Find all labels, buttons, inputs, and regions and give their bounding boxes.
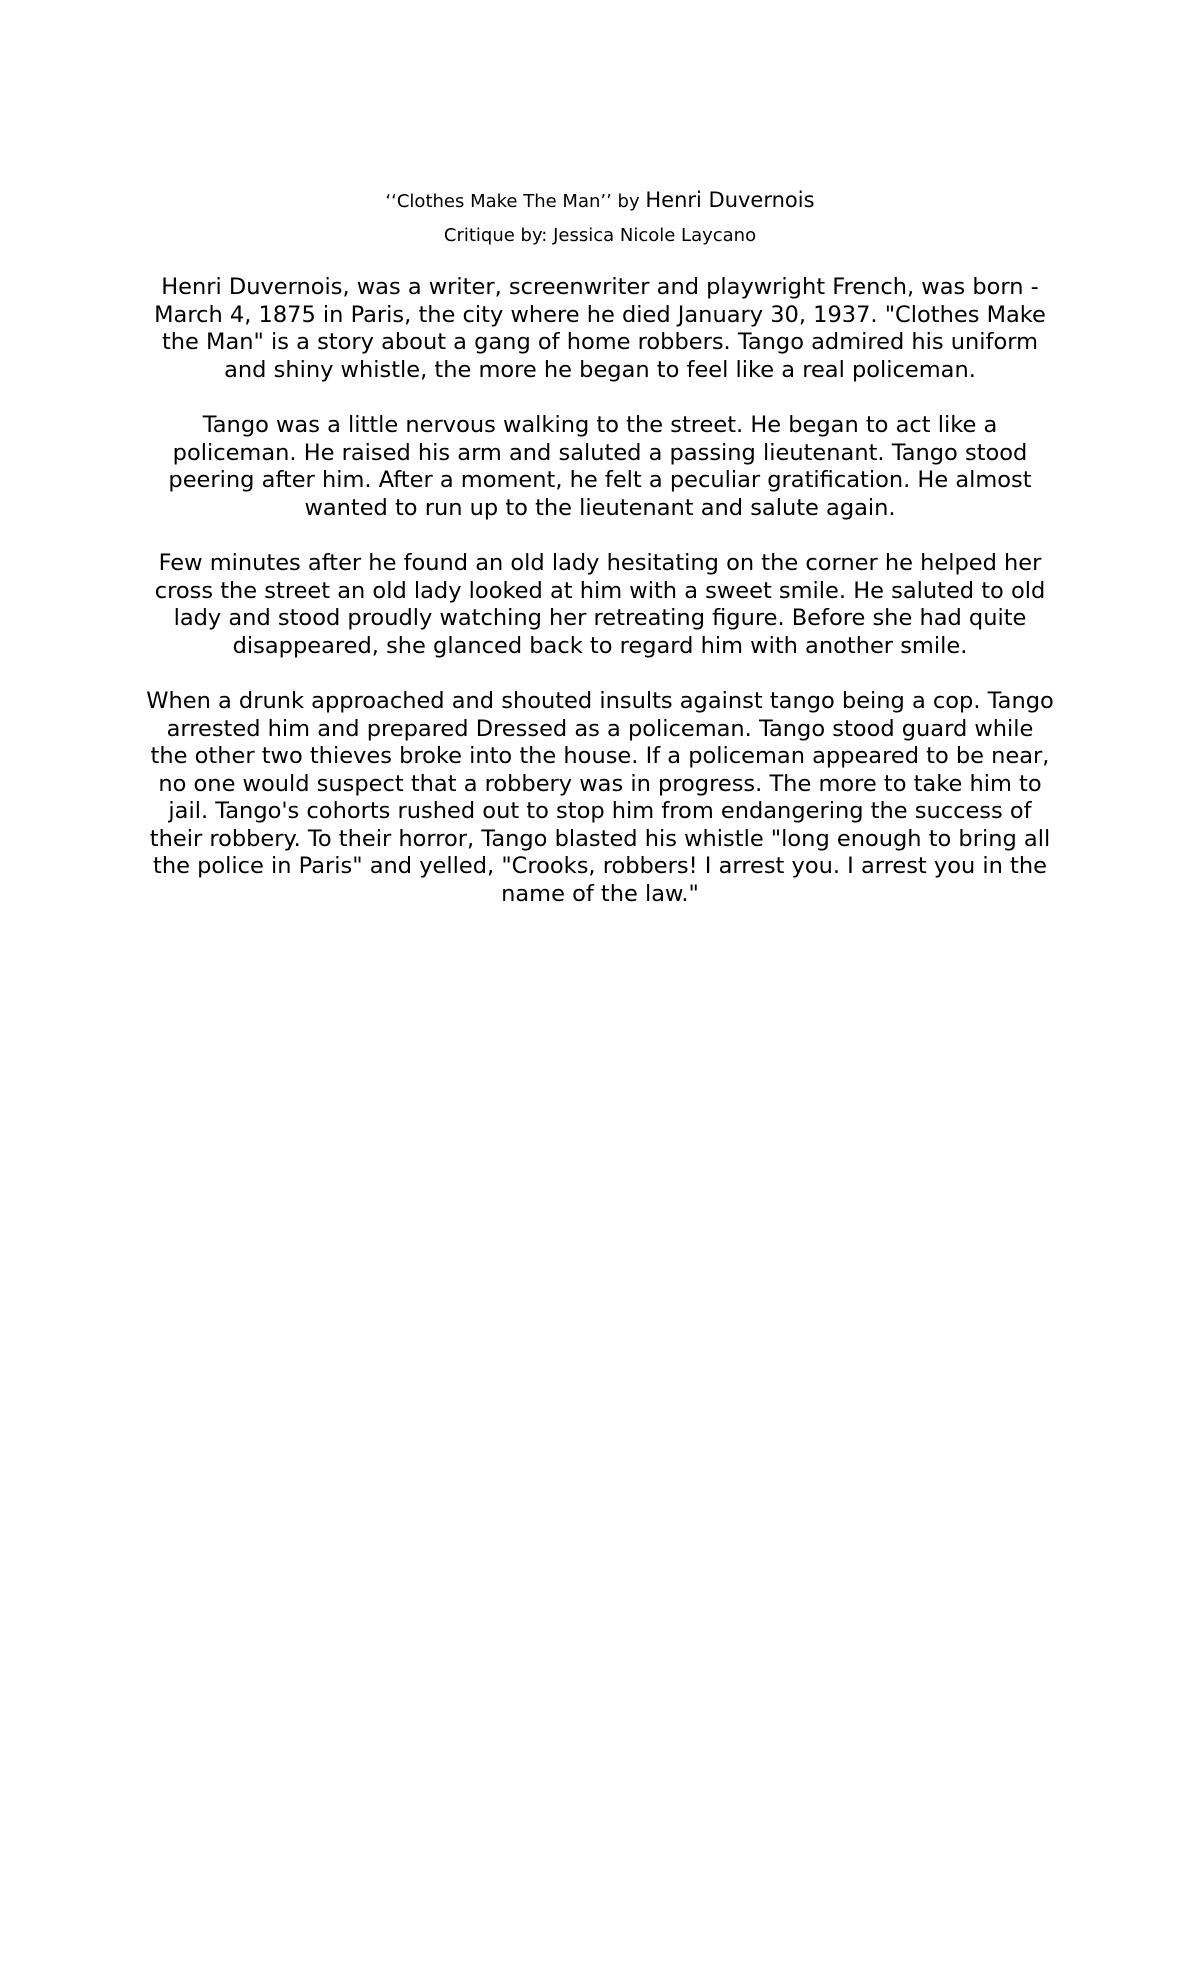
paragraph-2: Tango was a little nervous walking to the street. He began to act like a policeman. He raised his arm and saluted a passing lieutenant. Tango stood peering after him. After a moment, he felt a peculiar gratification. He almost wanted to run up to the lieutenant and salute again. — [168, 411, 1032, 521]
critique-byline: Critique by: Jessica Nicole Laycano — [443, 225, 757, 246]
title-author: Henri Duvernois — [645, 188, 815, 212]
paragraph-4: When a drunk approached and shouted insults against tango being a cop. Tango arrested him and prepared Dressed as a policeman. Tango stood guard while the other two thieves broke into the house. If a policeman appeared to be near, no one would suspect that a robbery was in progress. The more to take him to jail. Tango's cohorts rushed out to stop him from endangering the success of their robbery. To their horror, Tango blasted his whistle "long enough to bring all the police in Paris" and yelled, "Crooks, robbers! I arrest you. I arrest you in the name of the law." — [146, 687, 1054, 908]
paragraph-3: Few minutes after he found an old lady hesitating on the corner he helped her cross the street an old lady looked at him with a sweet smile. He saluted to old lady and stood proudly watching her retreating figure. Before she had quite disappeared, she glanced back to regard him with another smile. — [154, 549, 1046, 659]
paragraph-1: Henri Duvernois, was a writer, screenwriter and playwright French, was born - March 4, 1875 in Paris, the city where he died January 30, 1937. "Clothes Make the Man" is a story about a gang of home robbers. Tango admired his uniform and shiny whistle, the more he began to feel like a real policeman. — [154, 274, 1046, 383]
document-title — [0, 187, 1200, 215]
title-story-name: ‘‘Clothes Make The Man’’ by — [385, 191, 646, 212]
document-body — [145, 274, 1055, 936]
